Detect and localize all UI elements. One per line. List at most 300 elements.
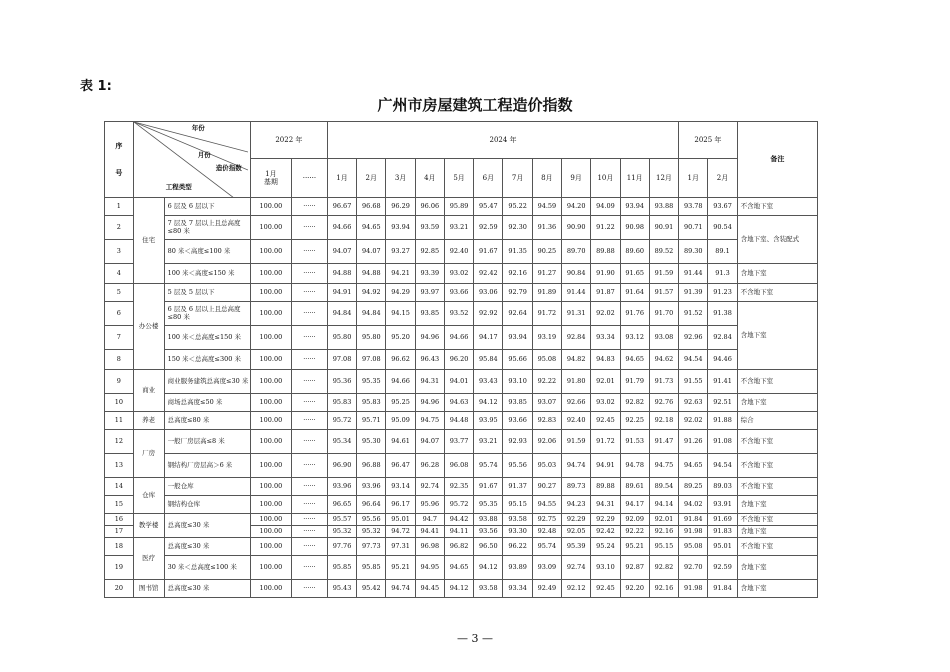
index-2024-cell: 92.12 (562, 580, 591, 598)
index-2024-cell: 94.17 (474, 326, 503, 350)
index-2024-cell: 95.71 (357, 412, 386, 430)
index-2024-cell: 91.87 (591, 284, 620, 302)
index-2024-cell: 97.76 (327, 538, 356, 556)
index-2024-cell: 94.78 (620, 454, 649, 478)
row-number: 5 (105, 284, 134, 302)
index-2024-cell: 94.20 (562, 198, 591, 216)
remark-cell: 不含地下室 (737, 430, 817, 454)
index-2024-cell: 90.98 (620, 216, 649, 240)
index-2025-cell: 91.3 (708, 264, 737, 284)
index-2024-cell: 93.95 (474, 412, 503, 430)
table-row (105, 430, 818, 454)
index-2024-cell: 94.61 (386, 430, 415, 454)
diag-month-label: 月份 (197, 151, 211, 159)
category-cell: 仓库 (133, 478, 164, 514)
ellipsis-cell: ······ (291, 198, 327, 216)
month-2024-header: 12月 (649, 159, 678, 198)
index-2025-cell: 94.02 (679, 496, 708, 514)
index-2025-cell: 91.08 (708, 430, 737, 454)
table-row (105, 454, 818, 478)
index-2024-cell: 94.65 (444, 556, 473, 580)
base-value-cell: 100.00 (250, 580, 291, 598)
index-2024-cell: 93.94 (620, 198, 649, 216)
building-type-cell: 5 层及 5 层以下 (164, 284, 250, 302)
index-2024-cell: 92.76 (649, 394, 678, 412)
index-2024-cell: 89.60 (620, 240, 649, 264)
remark-header: 备注 (737, 122, 817, 198)
index-2024-cell: 89.70 (562, 240, 591, 264)
index-2025-cell: 92.59 (708, 556, 737, 580)
index-2024-cell: 96.90 (327, 454, 356, 478)
table-row (105, 264, 818, 284)
index-2024-cell: 92.45 (591, 412, 620, 430)
index-2024-cell: 92.20 (620, 580, 649, 598)
building-type-cell: 总高度≤30 米 (164, 580, 250, 598)
index-2024-cell: 91.53 (620, 430, 649, 454)
base-value-cell: 100.00 (250, 264, 291, 284)
table-row (105, 216, 818, 240)
category-cell: 教学楼 (133, 514, 164, 538)
index-2024-cell: 92.02 (591, 302, 620, 326)
row-number: 18 (105, 538, 134, 556)
base-value-cell: 100.00 (250, 478, 291, 496)
index-2025-cell: 91.55 (679, 370, 708, 394)
seq-header: 序 号 (105, 122, 134, 198)
index-2024-cell: 93.30 (503, 526, 532, 538)
ellipsis-cell: ······ (291, 478, 327, 496)
index-2024-cell: 94.88 (357, 264, 386, 284)
row-number: 4 (105, 264, 134, 284)
index-2024-cell: 92.30 (503, 216, 532, 240)
index-2024-cell: 93.66 (444, 284, 473, 302)
ellipsis-cell: ······ (291, 580, 327, 598)
index-2024-cell: 92.40 (444, 240, 473, 264)
month-2025-header: 1月 (679, 159, 708, 198)
row-number: 12 (105, 430, 134, 454)
building-type-cell: 100 米＜高度≤150 米 (164, 264, 250, 284)
index-2024-cell: 94.59 (532, 198, 561, 216)
index-2024-cell: 93.43 (474, 370, 503, 394)
base-value-cell: 100.00 (250, 326, 291, 350)
index-2025-cell: 90.71 (679, 216, 708, 240)
index-2025-cell: 91.52 (679, 302, 708, 326)
index-2024-cell: 94.84 (357, 302, 386, 326)
index-2024-cell: 94.65 (620, 350, 649, 370)
index-2024-cell: 95.96 (415, 496, 444, 514)
index-2024-cell: 95.34 (327, 430, 356, 454)
index-2025-cell: 92.51 (708, 394, 737, 412)
index-2024-cell: 91.44 (562, 284, 591, 302)
index-2024-cell: 92.79 (503, 284, 532, 302)
base-value-cell: 100.00 (250, 556, 291, 580)
index-2025-cell: 94.65 (679, 454, 708, 478)
index-2025-cell: 91.83 (708, 526, 737, 538)
index-2024-cell: 94.11 (444, 526, 473, 538)
index-2024-cell: 91.76 (620, 302, 649, 326)
index-2024-cell: 96.47 (386, 454, 415, 478)
remark-cell: 含地下室 (737, 264, 817, 284)
index-2024-cell: 95.20 (386, 326, 415, 350)
index-2024-cell: 93.88 (474, 514, 503, 526)
table-row (105, 580, 818, 598)
row-number: 11 (105, 412, 134, 430)
table-row (105, 326, 818, 350)
index-2024-cell: 95.42 (357, 580, 386, 598)
table-row (105, 240, 818, 264)
row-number: 3 (105, 240, 134, 264)
index-2024-cell: 94.55 (532, 496, 561, 514)
ellipsis-cell: ······ (291, 394, 327, 412)
index-2024-cell: 94.07 (327, 240, 356, 264)
index-2024-cell: 92.16 (649, 526, 678, 538)
base-value-cell: 100.00 (250, 514, 291, 526)
diag-year-label: 年份 (191, 124, 205, 132)
index-2024-cell: 95.36 (327, 370, 356, 394)
index-2024-cell: 94.42 (444, 514, 473, 526)
ellipsis-cell: ······ (291, 412, 327, 430)
index-2024-cell: 90.90 (562, 216, 591, 240)
remark-cell: 含地下室 (737, 394, 817, 412)
category-cell: 办公楼 (133, 284, 164, 370)
base-value-cell: 100.00 (250, 538, 291, 556)
ellipsis-cell: ······ (291, 538, 327, 556)
index-2024-cell: 89.54 (649, 478, 678, 496)
index-2024-cell: 93.96 (327, 478, 356, 496)
remark-cell: 综合 (737, 412, 817, 430)
index-2024-cell: 93.59 (415, 216, 444, 240)
index-2024-cell: 92.49 (532, 580, 561, 598)
index-2024-cell: 95.56 (357, 514, 386, 526)
index-2024-cell: 91.59 (562, 430, 591, 454)
row-number: 10 (105, 394, 134, 412)
index-2024-cell: 89.61 (620, 478, 649, 496)
index-2024-cell: 94.12 (474, 394, 503, 412)
month-2024-header: 2月 (357, 159, 386, 198)
index-2024-cell: 92.29 (562, 514, 591, 526)
index-2024-cell: 90.84 (562, 264, 591, 284)
index-2024-cell: 95.09 (386, 412, 415, 430)
index-2024-cell: 95.32 (357, 526, 386, 538)
index-2024-cell: 92.42 (474, 264, 503, 284)
index-2024-cell: 93.27 (386, 240, 415, 264)
index-2024-cell: 93.58 (474, 580, 503, 598)
index-2024-cell: 95.21 (620, 538, 649, 556)
index-2024-cell: 92.40 (562, 412, 591, 430)
index-2024-cell: 92.82 (649, 556, 678, 580)
index-2024-cell: 93.66 (503, 412, 532, 430)
index-2024-cell: 95.08 (532, 350, 561, 370)
index-2024-cell: 91.27 (532, 264, 561, 284)
index-2024-cell: 92.09 (620, 514, 649, 526)
remark-cell: 不含地下室 (737, 514, 817, 526)
building-type-cell: 总高度≤30 米 (164, 514, 250, 538)
index-2024-cell: 93.34 (503, 580, 532, 598)
index-2024-cell: 96.29 (386, 198, 415, 216)
index-2024-cell: 93.06 (474, 284, 503, 302)
index-2024-cell: 92.48 (532, 526, 561, 538)
index-2024-cell: 96.06 (415, 198, 444, 216)
index-2024-cell: 95.56 (503, 454, 532, 478)
table-row (105, 538, 818, 556)
building-type-cell: 150 米＜总高度≤300 米 (164, 350, 250, 370)
index-2024-cell: 94.07 (357, 240, 386, 264)
month-2024-header: 8月 (532, 159, 561, 198)
table-row (105, 412, 818, 430)
index-2024-cell: 94.17 (620, 496, 649, 514)
building-type-cell: 一般厂房层高≤8 米 (164, 430, 250, 454)
table-row (105, 198, 818, 216)
index-2024-cell: 94.14 (649, 496, 678, 514)
table-row (105, 496, 818, 514)
index-2024-cell: 95.74 (474, 454, 503, 478)
index-2024-cell: 89.52 (649, 240, 678, 264)
index-2024-cell: 91.59 (649, 264, 678, 284)
month-2024-header: 5月 (444, 159, 473, 198)
index-2025-cell: 95.01 (708, 538, 737, 556)
index-2024-cell: 93.88 (649, 198, 678, 216)
building-type-cell: 商场总高度≤50 米 (164, 394, 250, 412)
row-number: 7 (105, 326, 134, 350)
index-2024-cell: 93.02 (591, 394, 620, 412)
index-2024-cell: 92.16 (649, 580, 678, 598)
building-type-cell: 总高度≤30 米 (164, 538, 250, 556)
index-2025-cell: 92.84 (708, 326, 737, 350)
month-2024-header: 11月 (620, 159, 649, 198)
base-month-header: 1月 基期 (250, 159, 291, 198)
month-2024-header: 4月 (415, 159, 444, 198)
index-2024-cell: 95.57 (327, 514, 356, 526)
ellipsis-cell: ······ (291, 556, 327, 580)
index-2024-cell: 94.75 (415, 412, 444, 430)
base-value-cell: 100.00 (250, 302, 291, 326)
row-number: 16 (105, 514, 134, 526)
index-2025-cell: 91.39 (679, 284, 708, 302)
index-2024-cell: 95.39 (562, 538, 591, 556)
building-type-cell: 30 米＜总高度≤100 米 (164, 556, 250, 580)
index-2025-cell: 91.38 (708, 302, 737, 326)
index-2024-cell: 92.29 (591, 514, 620, 526)
row-number: 14 (105, 478, 134, 496)
index-2024-cell: 93.89 (503, 556, 532, 580)
ellipsis-cell: ······ (291, 370, 327, 394)
index-2024-cell: 95.83 (357, 394, 386, 412)
row-number: 8 (105, 350, 134, 370)
ellipsis-header: ······ (291, 159, 327, 198)
index-2024-cell: 91.36 (532, 216, 561, 240)
ellipsis-cell: ······ (291, 216, 327, 240)
index-2025-cell: 91.88 (708, 412, 737, 430)
index-2024-cell: 89.88 (591, 240, 620, 264)
index-2024-cell: 94.95 (415, 556, 444, 580)
index-2024-cell: 93.96 (357, 478, 386, 496)
index-2024-cell: 92.59 (474, 216, 503, 240)
index-2024-cell: 94.66 (386, 370, 415, 394)
index-2025-cell: 91.41 (708, 370, 737, 394)
index-2024-cell: 94.74 (386, 580, 415, 598)
index-2025-cell: 93.91 (708, 496, 737, 514)
index-2024-cell: 95.80 (357, 326, 386, 350)
remark-cell: 含地下室 (737, 580, 817, 598)
index-2024-cell: 96.22 (503, 538, 532, 556)
index-2024-cell: 91.80 (562, 370, 591, 394)
index-2024-cell: 96.82 (444, 538, 473, 556)
index-2024-cell: 89.88 (591, 478, 620, 496)
index-2024-cell: 93.39 (415, 264, 444, 284)
table-row (105, 394, 818, 412)
category-cell: 医疗 (133, 538, 164, 580)
index-2024-cell: 96.65 (327, 496, 356, 514)
table-row (105, 514, 818, 526)
table-row (105, 284, 818, 302)
row-number: 19 (105, 556, 134, 580)
index-2024-cell: 96.64 (357, 496, 386, 514)
building-type-cell: 80 米＜高度≤100 米 (164, 240, 250, 264)
index-2024-cell: 94.62 (649, 350, 678, 370)
index-2024-cell: 90.91 (649, 216, 678, 240)
index-2024-cell: 97.31 (386, 538, 415, 556)
index-2024-cell: 92.75 (532, 514, 561, 526)
index-2024-cell: 94.88 (327, 264, 356, 284)
index-2024-cell: 93.56 (474, 526, 503, 538)
index-2025-cell: 94.46 (708, 350, 737, 370)
remark-cell: 含地下室 (737, 302, 817, 370)
index-2024-cell: 94.92 (357, 284, 386, 302)
month-2025-header: 2月 (708, 159, 737, 198)
index-2024-cell: 92.22 (620, 526, 649, 538)
index-2024-cell: 92.18 (649, 412, 678, 430)
index-2024-cell: 95.35 (357, 370, 386, 394)
index-2024-cell: 96.62 (386, 350, 415, 370)
base-value-cell: 100.00 (250, 454, 291, 478)
index-2024-cell: 94.72 (386, 526, 415, 538)
index-2024-cell: 93.14 (386, 478, 415, 496)
index-2024-cell: 94.74 (562, 454, 591, 478)
index-2024-cell: 95.01 (386, 514, 415, 526)
index-2024-cell: 91.65 (620, 264, 649, 284)
index-2024-cell: 93.21 (474, 430, 503, 454)
index-2024-cell: 92.01 (649, 514, 678, 526)
index-2024-cell: 93.19 (532, 326, 561, 350)
ellipsis-cell: ······ (291, 350, 327, 370)
index-2025-cell: 91.23 (708, 284, 737, 302)
index-2024-cell: 92.01 (591, 370, 620, 394)
index-2024-cell: 93.10 (503, 370, 532, 394)
index-2024-cell: 95.85 (327, 556, 356, 580)
index-2024-cell: 95.43 (327, 580, 356, 598)
diagonal-header (133, 122, 250, 198)
index-2024-cell: 93.08 (649, 326, 678, 350)
index-2024-cell: 91.79 (620, 370, 649, 394)
index-2024-cell: 94.31 (591, 496, 620, 514)
ellipsis-cell: ······ (291, 284, 327, 302)
index-2024-cell: 94.07 (415, 430, 444, 454)
category-cell: 养老 (133, 412, 164, 430)
ellipsis-cell: ······ (291, 514, 327, 526)
row-number: 6 (105, 302, 134, 326)
index-2024-cell: 92.06 (532, 430, 561, 454)
index-2024-cell: 92.83 (532, 412, 561, 430)
index-2024-cell: 96.50 (474, 538, 503, 556)
index-2025-cell: 91.98 (679, 580, 708, 598)
table-row (105, 350, 818, 370)
index-2024-cell: 94.96 (415, 326, 444, 350)
building-type-cell: 6 层及 6 层以上且总高度≤80 米 (164, 302, 250, 326)
index-2024-cell: 94.01 (444, 370, 473, 394)
index-2024-cell: 93.34 (591, 326, 620, 350)
page-number: — 3 — (457, 632, 493, 645)
index-2024-cell: 94.21 (386, 264, 415, 284)
index-2024-cell: 96.28 (415, 454, 444, 478)
diag-index-label: 造价指数 (215, 164, 242, 172)
index-2024-cell: 92.16 (503, 264, 532, 284)
ellipsis-cell: ······ (291, 526, 327, 538)
index-2024-cell: 96.68 (357, 198, 386, 216)
index-2024-cell: 93.10 (591, 556, 620, 580)
index-2024-cell: 95.72 (444, 496, 473, 514)
index-2024-cell: 91.73 (649, 370, 678, 394)
index-2024-cell: 92.87 (620, 556, 649, 580)
remark-cell: 含地下室 (737, 556, 817, 580)
index-2024-cell: 95.85 (357, 556, 386, 580)
remark-cell: 不含地下室 (737, 538, 817, 556)
table-row (105, 302, 818, 326)
index-2025-cell: 91.69 (708, 514, 737, 526)
index-2024-cell: 95.15 (503, 496, 532, 514)
ellipsis-cell: ······ (291, 430, 327, 454)
building-type-cell: 6 层及 6 层以下 (164, 198, 250, 216)
index-2024-cell: 94.91 (591, 454, 620, 478)
remark-cell: 含地下室、含装配式 (737, 216, 817, 264)
index-2024-cell: 93.09 (532, 556, 561, 580)
table-row (105, 556, 818, 580)
index-2024-cell: 91.70 (649, 302, 678, 326)
index-2024-cell: 91.67 (474, 240, 503, 264)
index-2025-cell: 92.70 (679, 556, 708, 580)
remark-cell: 不含地下室 (737, 370, 817, 394)
index-2024-cell: 92.93 (503, 430, 532, 454)
index-2024-cell: 94.23 (562, 496, 591, 514)
index-2024-cell: 95.15 (649, 538, 678, 556)
index-2024-cell: 91.57 (649, 284, 678, 302)
index-2024-cell: 95.80 (327, 326, 356, 350)
index-2024-cell: 92.74 (415, 478, 444, 496)
index-2024-cell: 94.45 (415, 580, 444, 598)
index-2024-cell: 97.73 (357, 538, 386, 556)
index-2024-cell: 94.48 (444, 412, 473, 430)
index-2024-cell: 95.89 (444, 198, 473, 216)
index-2024-cell: 91.90 (591, 264, 620, 284)
index-2024-cell: 92.92 (474, 302, 503, 326)
index-2025-cell: 91.26 (679, 430, 708, 454)
index-2024-cell: 96.43 (415, 350, 444, 370)
index-2024-cell: 95.84 (474, 350, 503, 370)
base-value-cell: 100.00 (250, 430, 291, 454)
remark-cell: 不含地下室 (737, 478, 817, 496)
remark-cell: 含地下室 (737, 496, 817, 514)
index-2024-cell: 91.72 (591, 430, 620, 454)
row-number: 17 (105, 526, 134, 538)
building-type-cell: 一般仓库 (164, 478, 250, 496)
index-2025-cell: 91.84 (708, 580, 737, 598)
ellipsis-cell: ······ (291, 264, 327, 284)
index-2024-cell: 96.08 (444, 454, 473, 478)
diag-type-label: 工程类型 (165, 183, 192, 191)
row-number: 2 (105, 216, 134, 240)
index-2024-cell: 94.84 (327, 302, 356, 326)
year-2022-header: 2022 年 (250, 122, 327, 159)
base-value-cell: 100.00 (250, 284, 291, 302)
index-2024-cell: 92.85 (415, 240, 444, 264)
